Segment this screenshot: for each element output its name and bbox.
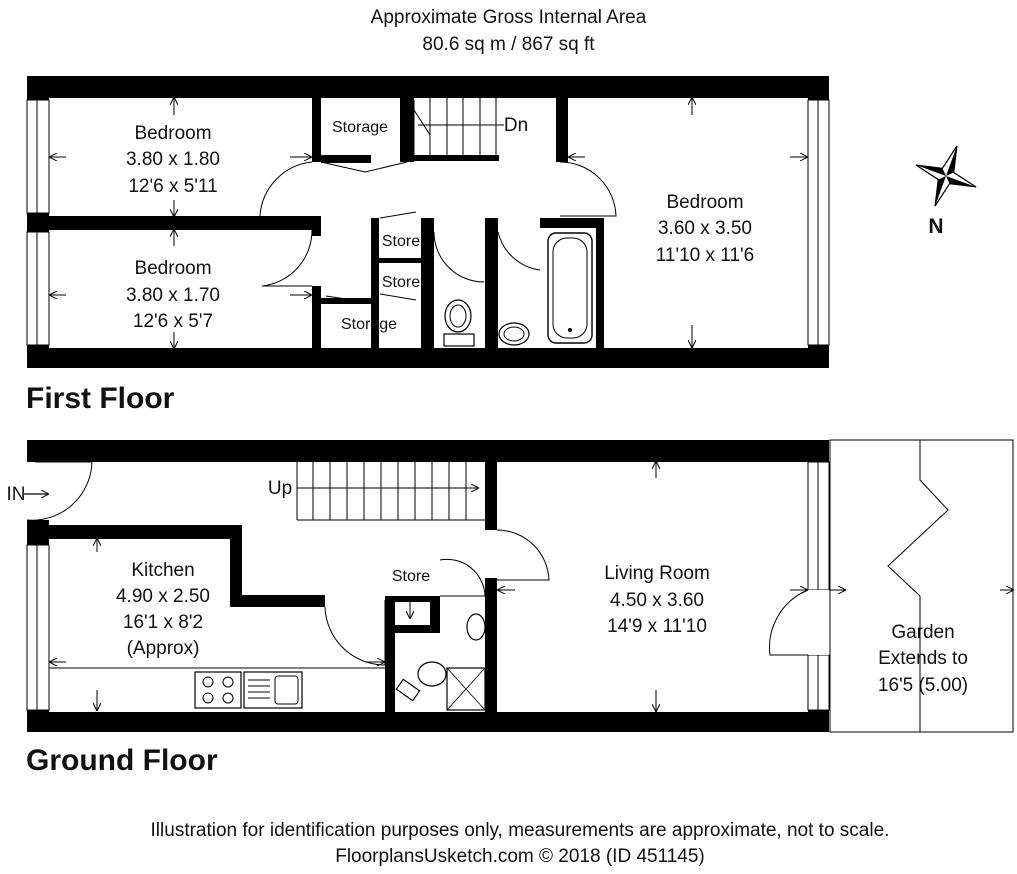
ff-bedroom3-metric: 3.60 x 3.50 <box>657 218 753 239</box>
ff-bedroom2-imperial: 12'6 x 5'7 <box>132 311 214 332</box>
garden-length: 16'5 (5.00) <box>877 675 969 696</box>
kitchen-imperial: 16'1 x 8'2 <box>122 612 204 633</box>
compass-rose <box>905 135 987 217</box>
kitchen-metric: 4.90 x 2.50 <box>115 586 211 607</box>
ff-stairs-down-label: Dn <box>503 115 529 136</box>
ff-window-left-2 <box>27 232 49 345</box>
disclaimer-text: Illustration for identification purposes only, measurements are approximate, not to scale. <box>150 820 890 841</box>
ff-storage-1: Storage <box>331 119 389 136</box>
ff-store-1: Store <box>381 233 421 250</box>
garden-name: Garden <box>891 622 955 643</box>
kitchen-note: (Approx) <box>126 638 200 659</box>
ff-storage-2: Storage <box>340 316 398 333</box>
ff-wall-top <box>27 76 829 98</box>
ff-bedroom3-name: Bedroom <box>666 192 744 213</box>
living-room-metric: 4.50 x 3.60 <box>609 590 705 611</box>
ff-bedroom1-metric: 3.80 x 1.80 <box>125 149 221 170</box>
living-room-name: Living Room <box>604 563 710 584</box>
ff-bedroom3-imperial: 11'10 x 11'6 <box>655 245 755 266</box>
ff-wall-bottom <box>27 348 829 368</box>
kitchen-name: Kitchen <box>131 560 195 581</box>
entrance-label: IN <box>6 484 26 505</box>
gf-stairs-up-label: Up <box>267 478 293 499</box>
gf-store-label: Store <box>391 568 431 585</box>
ff-bedroom1-imperial: 12'6 x 5'11 <box>128 176 218 197</box>
garden-extends: Extends to <box>878 648 968 669</box>
ff-bedroom2-metric: 3.80 x 1.70 <box>125 285 221 306</box>
gross-area-value: 80.6 sq m / 867 sq ft <box>422 34 595 55</box>
ff-window-left-1 <box>27 100 49 213</box>
copyright-text: FloorplansUsketch.com © 2018 (ID 451145) <box>335 846 705 867</box>
ff-store-2: Store <box>381 274 421 291</box>
ff-bedroom1-name: Bedroom <box>134 123 212 144</box>
first-floor-title: First Floor <box>26 382 175 415</box>
ff-bedroom2-name: Bedroom <box>134 258 212 279</box>
living-room-imperial: 14'9 x 11'10 <box>607 616 707 637</box>
compass-north-label: N <box>928 215 944 238</box>
ground-floor-title: Ground Floor <box>26 744 218 777</box>
gross-area-title: Approximate Gross Internal Area <box>370 7 647 28</box>
